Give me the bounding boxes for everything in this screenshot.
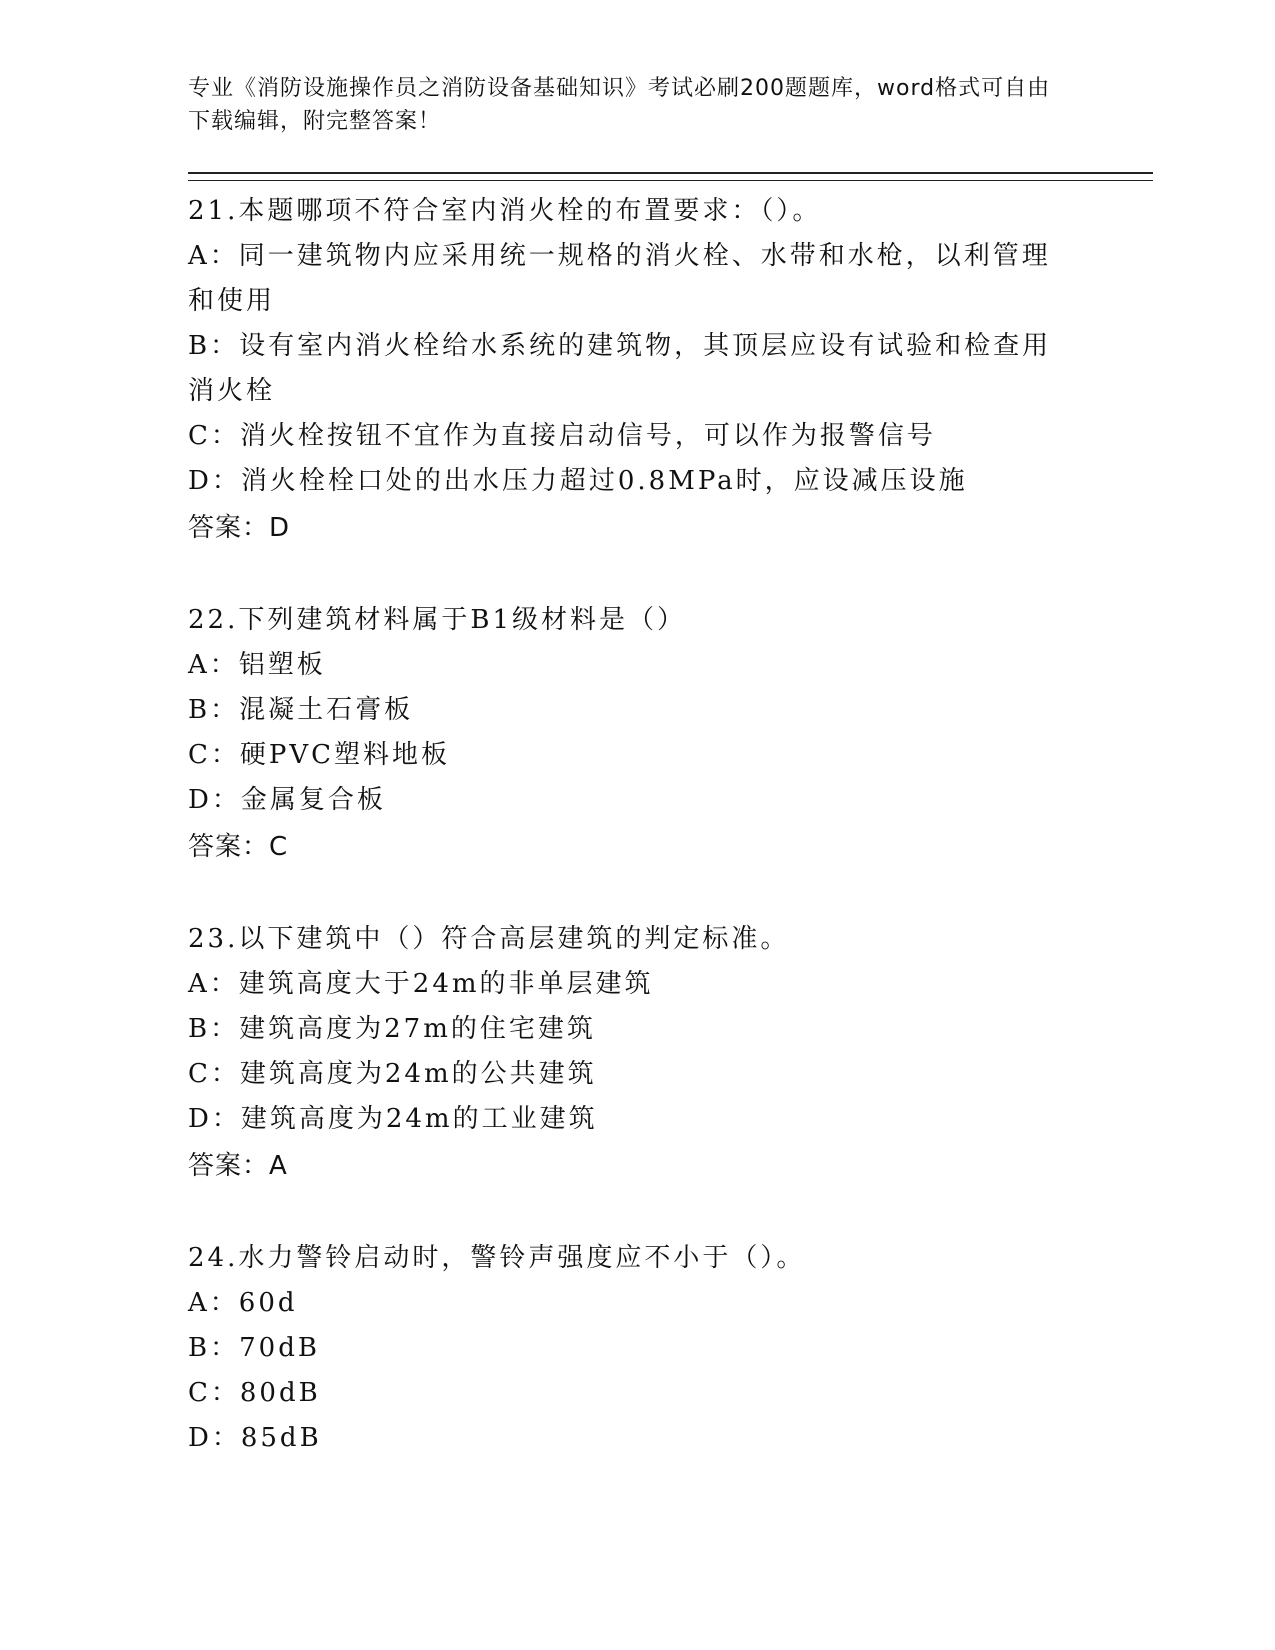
question-stem: 21.本题哪项不符合室内消火栓的布置要求：（）。 (188, 196, 822, 226)
option-d: D：消火栓栓口处的出水压力超过0.8MPa时，应设减压设施 (188, 466, 968, 496)
option-a: A：60d (188, 1288, 298, 1318)
option-c: C：消火栓按钮不宜作为直接启动信号，可以作为报警信号 (188, 421, 936, 451)
option-c: C：硬PVC塑料地板 (188, 740, 451, 770)
question-list (188, 189, 1153, 1461)
option-d: D：建筑高度为24m的工业建筑 (188, 1104, 598, 1134)
question-stem: 24.水力警铃启动时，警铃声强度应不小于（）。 (188, 1243, 806, 1273)
option-b: B：设有室内消火栓给水系统的建筑物，其顶层应设有试验和检查用消火栓 (188, 331, 1052, 406)
option-d: D：金属复合板 (188, 785, 386, 815)
question-stem: 23.以下建筑中（）符合高层建筑的判定标准。 (188, 924, 790, 954)
question-23 (188, 917, 1153, 1190)
option-d: D：85dB (188, 1423, 322, 1453)
header-divider (188, 172, 1153, 181)
option-c: C：80dB (188, 1378, 321, 1408)
question-24 (188, 1236, 1153, 1461)
document-page (188, 72, 1153, 1507)
question-22 (188, 598, 1153, 871)
question-21 (188, 189, 1153, 552)
option-b: B：建筑高度为27m的住宅建筑 (188, 1014, 596, 1044)
answer: 答案：C (188, 832, 289, 862)
document-header: 专业《消防设施操作员之消防设备基础知识》考试必刷200题题库，word格式可自由下载编辑，附完整答案！ (188, 76, 1051, 134)
option-a: A：铝塑板 (188, 650, 326, 680)
option-a: A：建筑高度大于24m的非单层建筑 (188, 969, 654, 999)
question-stem: 22.下列建筑材料属于B1级材料是（） (188, 605, 686, 635)
answer: 答案：A (188, 1151, 288, 1181)
option-c: C：建筑高度为24m的公共建筑 (188, 1059, 597, 1089)
option-b: B：70dB (188, 1333, 320, 1363)
answer: 答案：D (188, 513, 291, 543)
option-b: B：混凝土石膏板 (188, 695, 414, 725)
option-a: A：同一建筑物内应采用统一规格的消火栓、水带和水枪，以利管理和使用 (188, 241, 1051, 316)
